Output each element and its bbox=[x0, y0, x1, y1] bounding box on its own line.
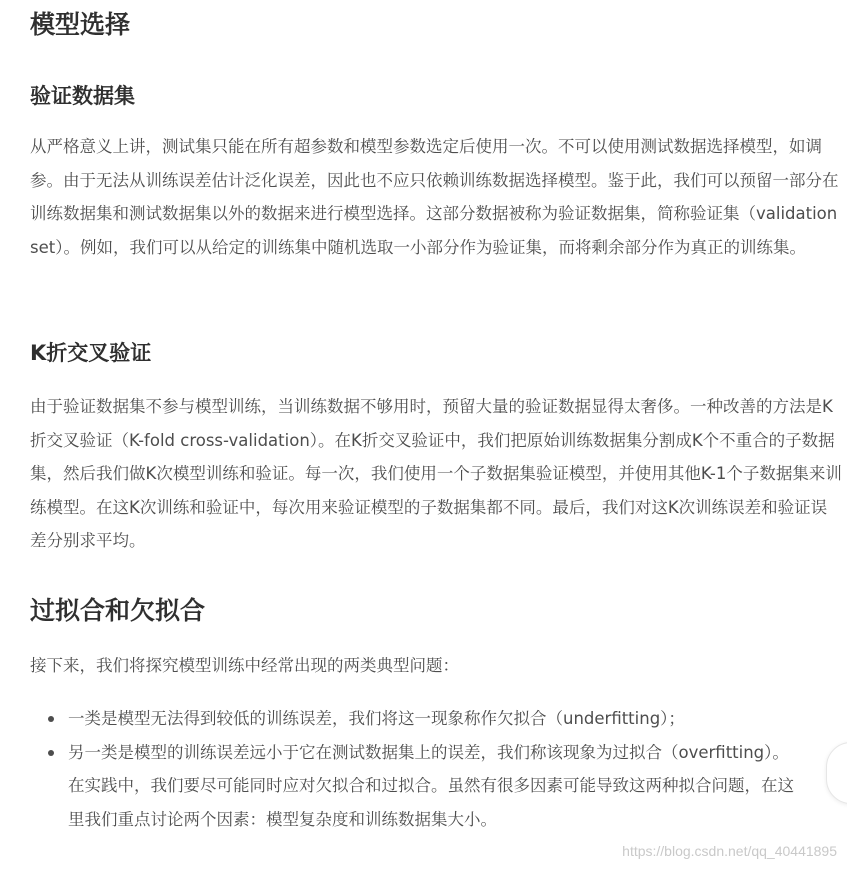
list-item bbox=[30, 736, 810, 837]
paragraph-validation-set: 从严格意义上讲，测试集只能在所有超参数和模型参数选定后使用一次。不可以使用测试数据选择模型，如调参。由于无法从训练误差估计泛化误差，因此也不应只依赖训练数据选择模型。鉴于此，我们可以预留一部分在训练数据集和测试数据集以外的数据来进行模型选择。这部分数据被称为验证数据集，简称验证集（validation set）。例如，我们可以从给定的训练集中随机选取一小部分作为验证集，而将剩余部分作为真正的训练集。 bbox=[30, 137, 839, 257]
fitting-bullet-list bbox=[30, 702, 810, 836]
watermark-text: https://blog.csdn.net/qq_40441895 bbox=[622, 843, 837, 859]
list-item-text: 一类是模型无法得到较低的训练误差，我们将这一现象称作欠拟合（underfitting）； bbox=[68, 709, 685, 728]
heading-kfold: K折交叉验证 bbox=[30, 341, 152, 365]
heading-model-selection: 模型选择 bbox=[30, 10, 131, 39]
floating-side-button[interactable] bbox=[826, 742, 847, 804]
heading-fitting: 过拟合和欠拟合 bbox=[30, 596, 206, 625]
heading-validation-set: 验证数据集 bbox=[30, 84, 135, 108]
list-item bbox=[30, 702, 810, 736]
list-item-text: 另一类是模型的训练误差远小于它在测试数据集上的误差，我们称该现象为过拟合（overfitting）。 在实践中，我们要尽可能同时应对欠拟合和过拟合。虽然有很多因素可能导致这两种拟合问题，在这里我们重点讨论两个因素：模型复杂度和训练数据集大小。 bbox=[68, 742, 794, 829]
paragraph-fitting-intro: 接下来，我们将探究模型训练中经常出现的两类典型问题： bbox=[30, 656, 459, 675]
paragraph-kfold: 由于验证数据集不参与模型训练，当训练数据不够用时，预留大量的验证数据显得太奢侈。一种改善的方法是K折交叉验证（K-fold cross-validation）。在K折交叉验证中，我们把原始训练数据集分割成K个不重合的子数据集，然后我们做K次模型训练和验证。每一次，我们使用一个子数据集验证模型，并使用其他K-1个子数据集来训练模型。在这K次训练和验证中，每次用来验证模型的子数据集都不同。最后，我们对这K次训练误差和验证误差分别求平均。 bbox=[30, 397, 842, 550]
bullet-dot-icon bbox=[48, 716, 54, 722]
bullet-dot-icon bbox=[48, 750, 54, 756]
